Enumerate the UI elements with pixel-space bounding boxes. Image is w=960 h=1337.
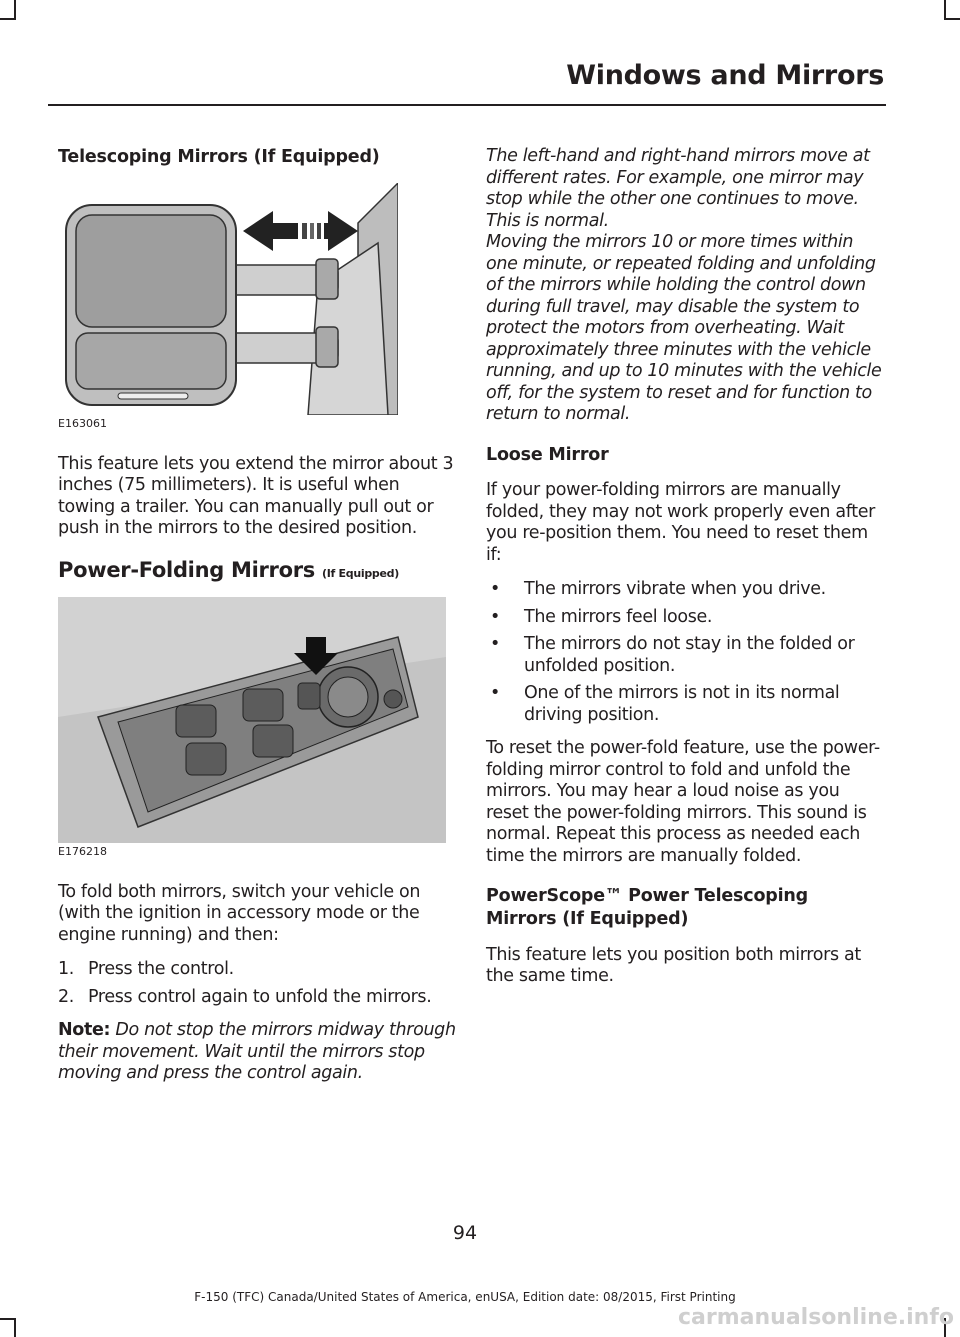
bullet: •: [490, 606, 500, 627]
paragraph-powerscope: This feature lets you position both mirrors at the same time.: [486, 944, 861, 987]
crop-mark: [14, 0, 16, 20]
heading-powerscope: PowerScope™ Power Telescoping Mirrors (If Equipped): [486, 886, 808, 929]
heading-power-folding-mirrors: [58, 558, 458, 583]
telescoping-mirror-illustration: [58, 183, 398, 415]
paragraph-fold-instructions: To fold both mirrors, switch your vehicle on (with the ignition in accessory mode or the engine running) and then:: [58, 881, 421, 945]
fold-steps-list: [58, 959, 458, 1008]
figure-telescoping-mirror: [58, 183, 458, 430]
crop-mark: [944, 0, 946, 20]
heading-telescoping-mirrors: Telescoping Mirrors (If Equipped): [58, 147, 380, 167]
figure-power-fold-control: [58, 597, 458, 858]
note: [58, 1020, 458, 1085]
bullet-text: The mirrors vibrate when you drive.: [524, 579, 826, 600]
heading-loose-mirror: Loose Mirror: [486, 444, 609, 465]
paragraph-overheating: Moving the mirrors 10 or more times within one minute, or repeated folding and unfolding of the mirrors while holding the control down during full travel, may disable the system to protect the motors from overheating. Wait approximately three minutes with the vehicle running, and up to 10 minutes with the vehicle off, for the system to reset and for function to return to normal.: [486, 232, 882, 424]
heading-suffix: (If Equipped): [322, 566, 399, 580]
reset-conditions-list: [486, 579, 882, 726]
list-item: [486, 683, 882, 726]
page-number: 94: [452, 1222, 478, 1244]
step-number: 1.: [58, 959, 74, 980]
door-switch-panel-illustration: [58, 597, 446, 843]
crop-mark: [944, 18, 960, 20]
watermark: carmanualsonline.info: [678, 1305, 954, 1330]
page-footer: F-150 (TFC) Canada/United States of America, enUSA, Edition date: 08/2015, First Printing: [194, 1290, 736, 1304]
crop-mark: [0, 1318, 16, 1320]
step-number: 2.: [58, 986, 74, 1007]
step-text: Press the control.: [88, 959, 234, 980]
bullet-text: The mirrors do not stay in the folded or unfolded position.: [524, 634, 855, 676]
left-column: [58, 146, 458, 1098]
figure-id: E163061: [58, 416, 107, 430]
paragraph-loose-mirror: If your power-folding mirrors are manually folded, they may not work properly even after you re-position them. You need to reset them if:: [486, 480, 875, 565]
paragraph-telescoping: This feature lets you extend the mirror about 3 inches (75 millimeters). It is useful when towing a trailer. You can manually pull out or push in the mirrors to the desired position.: [58, 453, 454, 539]
bullet: •: [490, 579, 500, 600]
step-text: Press control again to unfold the mirrors.: [88, 986, 432, 1007]
crop-mark: [14, 1318, 16, 1337]
crop-mark: [0, 18, 16, 20]
header-rule: [48, 104, 886, 106]
list-item: [486, 634, 882, 677]
figure-id: E176218: [58, 844, 107, 858]
bullet: •: [490, 683, 500, 704]
list-item: [58, 959, 458, 981]
note-text: Do not stop the mirrors midway through their movement. Wait until the mirrors stop moving and press the control again.: [58, 1020, 456, 1084]
bullet: •: [490, 634, 500, 655]
right-column: [486, 146, 882, 1001]
list-item: [486, 579, 882, 601]
page-header-title: Windows and Mirrors: [566, 60, 884, 91]
bullet-text: One of the mirrors is not in its normal driving position.: [524, 683, 840, 725]
paragraph-reset-procedure: To reset the power-fold feature, use the power-folding mirror control to fold and unfold the mirrors. You may hear a loud noise as you reset the power-folding mirrors. This sound is normal. Repeat this process as needed each time the mirrors are manually folded.: [486, 738, 880, 866]
list-item: [486, 607, 882, 629]
heading-text: Power-Folding Mirrors: [58, 557, 315, 582]
bullet-text: The mirrors feel loose.: [524, 606, 713, 627]
list-item: [58, 987, 458, 1009]
note-label: Note:: [58, 1020, 111, 1041]
paragraph-different-rates: The left-hand and right-hand mirrors move at different rates. For example, one mirror may stop while the other one continues to move. This is normal.: [486, 146, 870, 231]
